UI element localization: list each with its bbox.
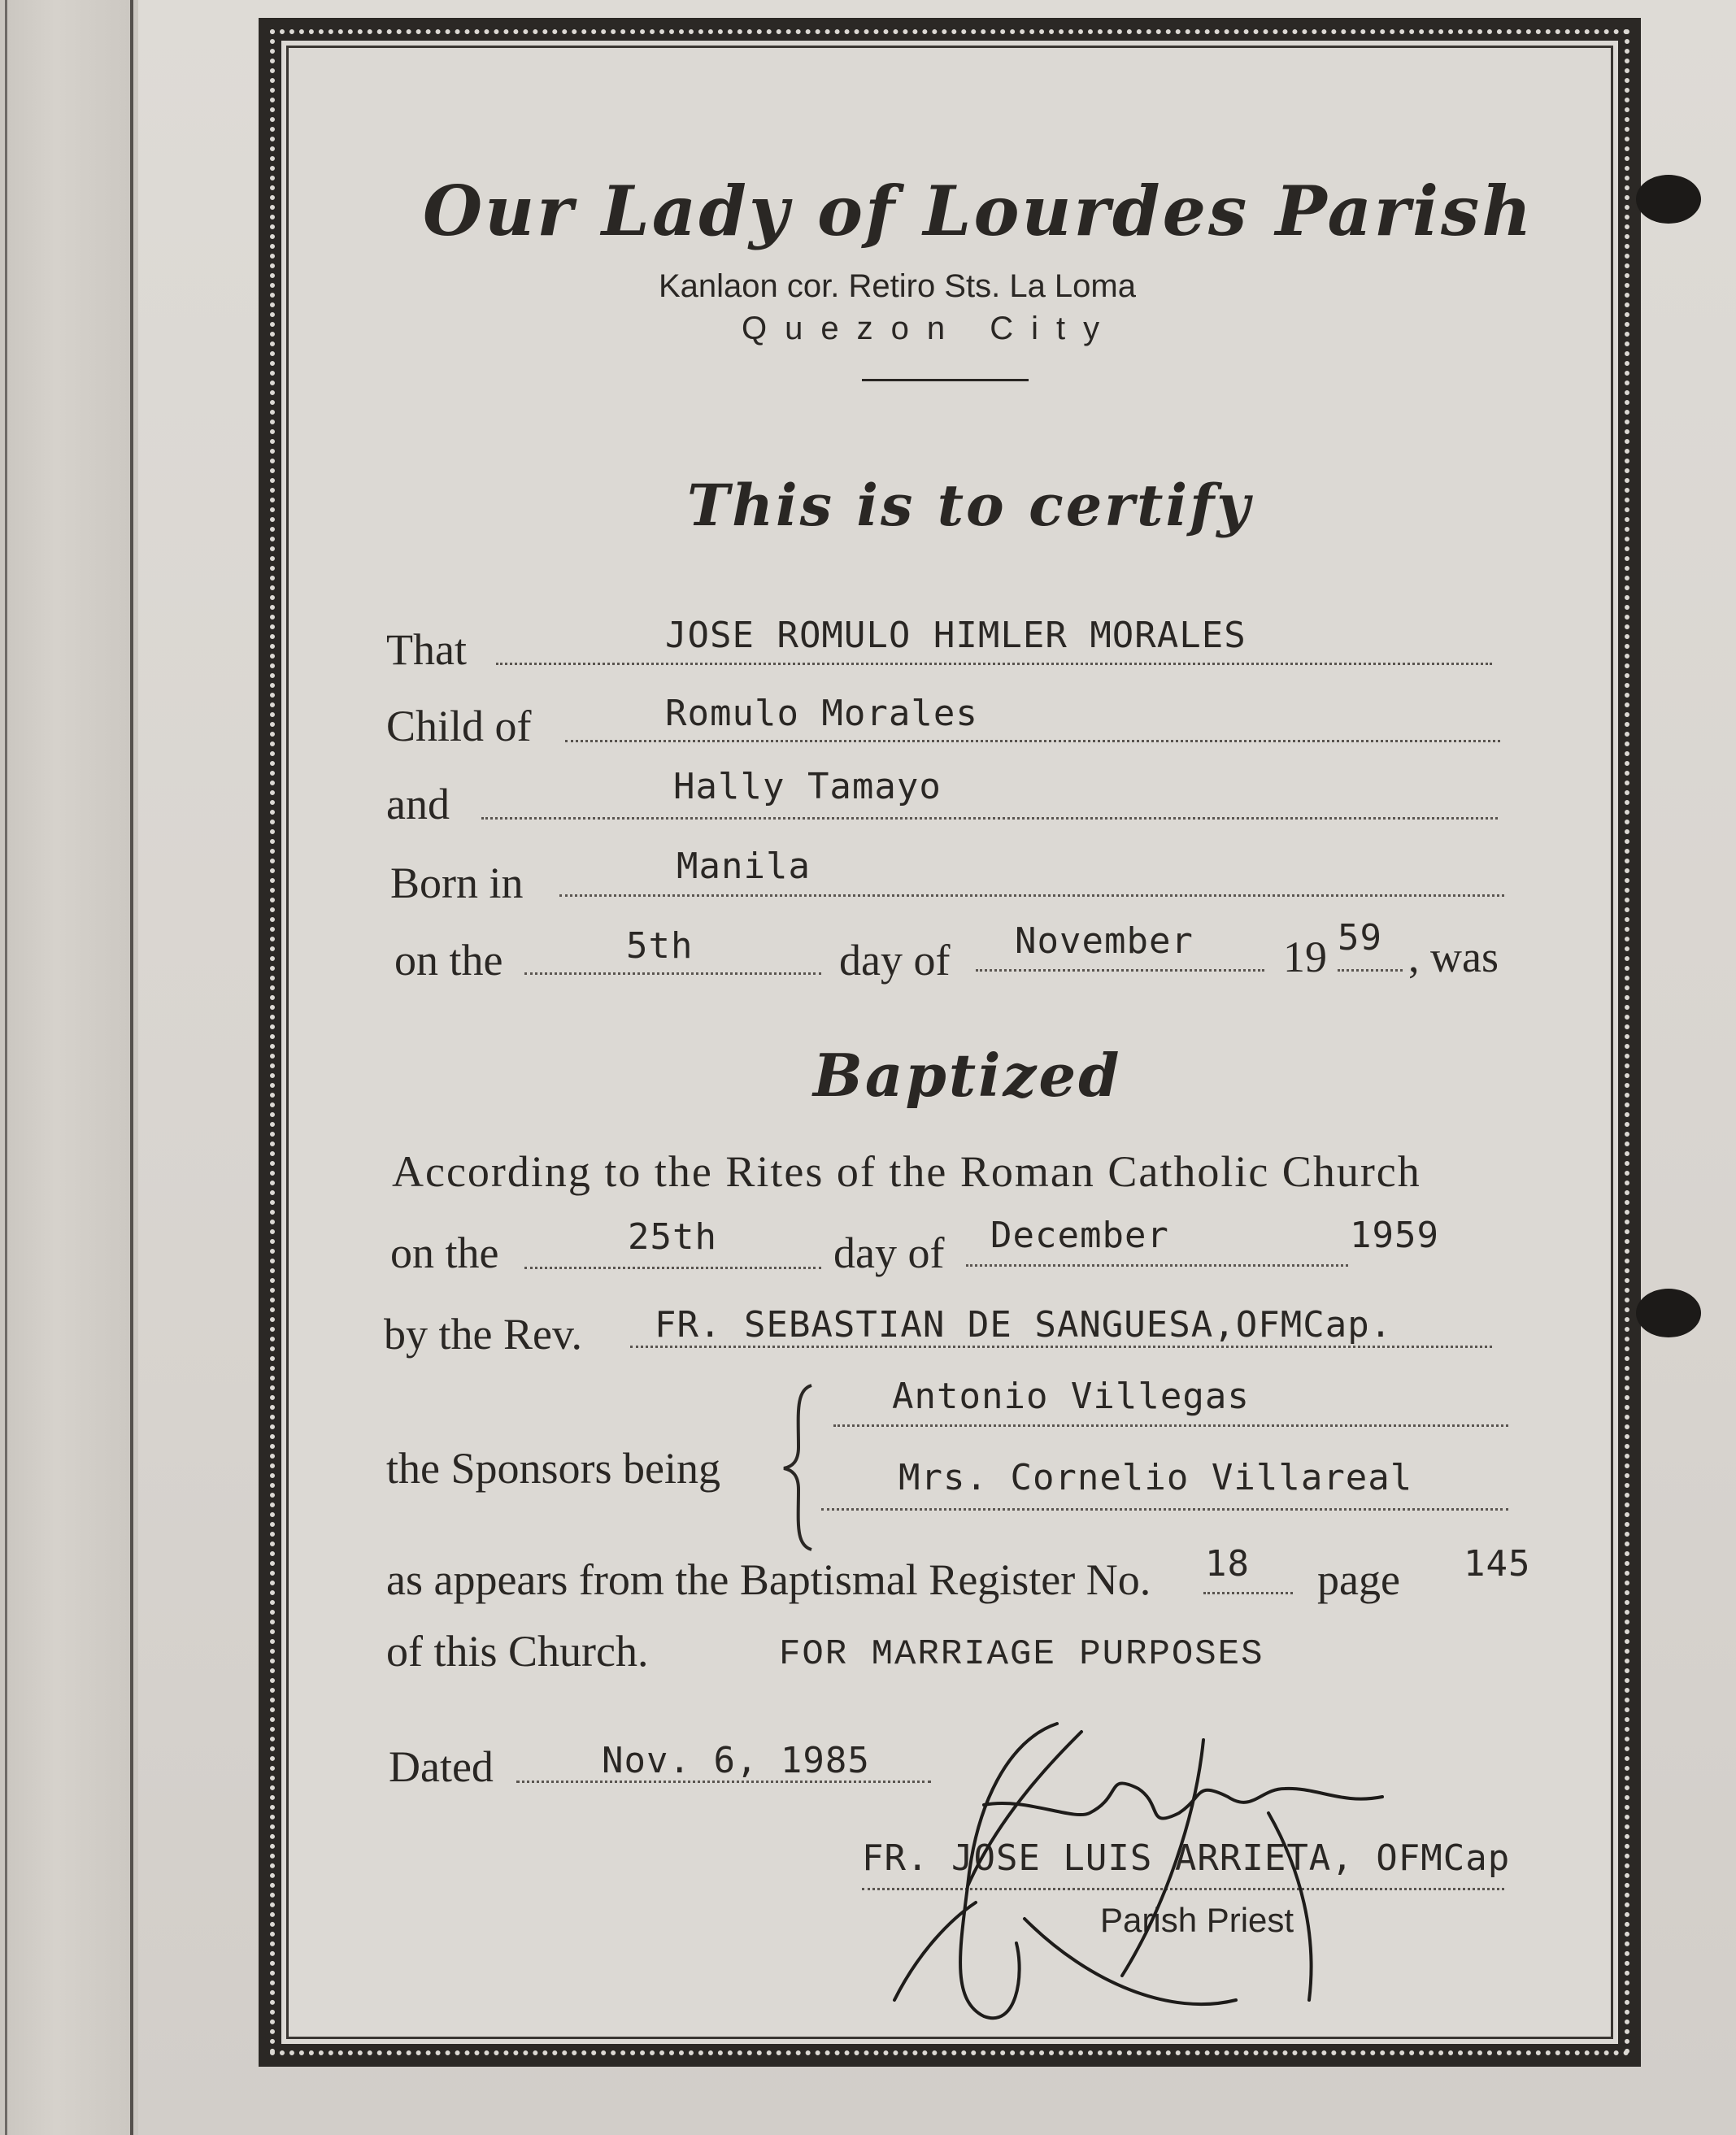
label-was: , was <box>1408 933 1499 981</box>
birth-day: 5th <box>626 925 694 967</box>
label-page: page <box>1317 1555 1400 1604</box>
label-on-the: on the <box>394 936 503 985</box>
birth-year-prefix: 19 <box>1283 933 1327 981</box>
priest-name: FR. JOSE LUIS ARRIETA, OFMCap <box>862 1837 1511 1879</box>
purpose: FOR MARRIAGE PURPOSES <box>779 1634 1264 1675</box>
label-of-this-church: of this Church. <box>386 1627 649 1676</box>
baptism-year: 1959 <box>1350 1215 1439 1256</box>
label-born-in: Born in <box>390 859 524 907</box>
field-line <box>1338 969 1403 972</box>
field-line <box>524 1267 821 1269</box>
register-number: 18 <box>1205 1543 1250 1585</box>
field-line <box>976 969 1264 972</box>
field-line <box>481 817 1498 820</box>
baptized-heading: Baptized <box>813 1041 1122 1110</box>
field-line <box>966 1264 1348 1267</box>
field-line <box>1203 1592 1293 1594</box>
field-line <box>559 894 1504 897</box>
label-dated: Dated <box>389 1742 494 1791</box>
label-register: as appears from the Baptismal Register No. <box>386 1555 1151 1604</box>
label-that: That <box>386 625 467 674</box>
baptism-day: 25th <box>628 1216 717 1258</box>
priest-signature <box>813 1707 1480 2049</box>
field-line <box>821 1508 1508 1511</box>
field-line <box>565 740 1500 742</box>
date-issued: Nov. 6, 1985 <box>602 1740 870 1781</box>
punch-hole <box>1636 175 1701 224</box>
label-day-of: day of <box>839 936 951 985</box>
sponsor-2: Mrs. Cornelio Villareal <box>898 1457 1413 1498</box>
label-and: and <box>386 780 450 828</box>
birth-year-suffix: 59 <box>1338 917 1382 959</box>
field-line <box>630 1346 1492 1348</box>
punch-hole <box>1636 1289 1701 1337</box>
minister-name: FR. SEBASTIAN DE SANGUESA,OFMCap. <box>655 1304 1393 1346</box>
binder-strip <box>0 0 138 2135</box>
label-on-the-2: on the <box>390 1228 499 1277</box>
label-day-of-2: day of <box>833 1228 945 1277</box>
rites-statement: According to the Rites of the Roman Catholic Church <box>392 1147 1421 1196</box>
parish-title: Our Lady of Lourdes Parish <box>423 171 1534 251</box>
field-line <box>833 1424 1508 1427</box>
label-child-of: Child of <box>386 702 532 750</box>
birth-month: November <box>1015 920 1194 962</box>
certify-heading: This is to certify <box>687 472 1252 539</box>
parish-city: Quezon City <box>742 311 1118 346</box>
parish-address: Kanlaon cor. Retiro Sts. La Loma <box>659 268 1136 304</box>
label-by-the-rev: by the Rev. <box>384 1310 582 1359</box>
mother-name: Hally Tamayo <box>673 766 942 807</box>
father-name: Romulo Morales <box>665 693 978 734</box>
header-divider <box>862 379 1029 381</box>
sponsor-1: Antonio Villegas <box>892 1376 1250 1417</box>
priest-title: Parish Priest <box>1100 1901 1294 1939</box>
binder-edge-line <box>5 0 7 2135</box>
child-name: JOSE ROMULO HIMLER MORALES <box>665 615 1247 656</box>
sponsor-brace <box>781 1382 821 1553</box>
binder-edge-line <box>130 0 133 2135</box>
label-sponsors: the Sponsors being <box>386 1444 720 1493</box>
field-line <box>496 663 1492 665</box>
page-number: 145 <box>1464 1543 1531 1585</box>
birthplace: Manila <box>677 846 811 887</box>
field-line <box>524 972 821 975</box>
baptism-month: December <box>990 1215 1169 1256</box>
